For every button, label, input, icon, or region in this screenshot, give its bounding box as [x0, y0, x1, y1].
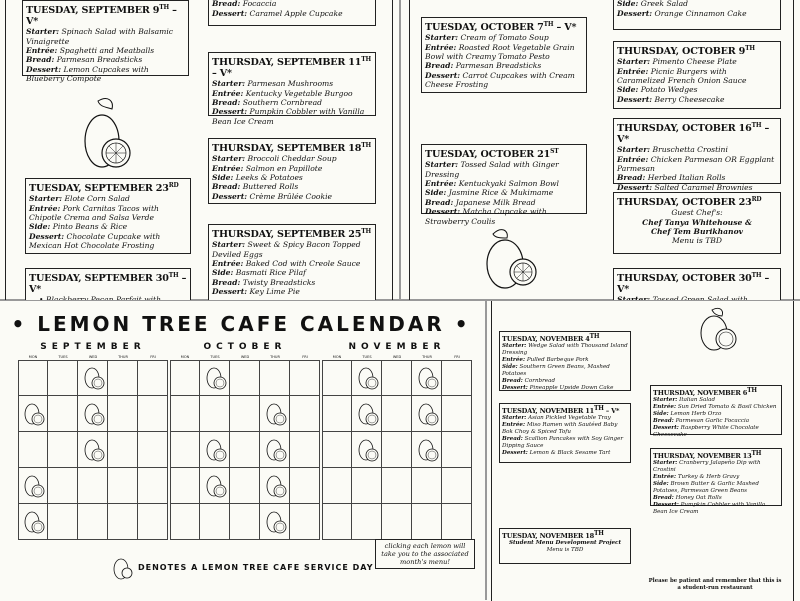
- calendar-day-cell: [382, 432, 412, 468]
- calendar-day-cell: [200, 396, 230, 432]
- calendar-day-cell: [138, 468, 168, 504]
- calendar-day-cell: [48, 468, 78, 504]
- calendar-day-cell: [230, 468, 260, 504]
- lemon-link-icon[interactable]: [416, 401, 440, 429]
- lemon-link-icon[interactable]: [204, 473, 228, 501]
- panel-border-right: [392, 0, 393, 300]
- panel-border-left: [5, 0, 6, 300]
- calendar-day-cell: [170, 360, 200, 396]
- legend-lemon-icon: [112, 556, 134, 582]
- bread-row: Bread: Parmesan Breadsticks: [26, 55, 143, 65]
- lemon-link-icon[interactable]: [264, 473, 288, 501]
- calendar-day-cell: [230, 396, 260, 432]
- calendar-day-cell: [230, 504, 260, 540]
- calendar-day-cell: [322, 504, 352, 540]
- calendar-day-cell: [78, 468, 108, 504]
- menu-card-thu-oct-23: THURSDAY, OCTOBER 23RD Guest Chef's: Chef Tanya Whitehouse & Chef Tem Burikhanov Menu is TBD: [613, 192, 781, 254]
- lemon-link-icon[interactable]: [416, 365, 440, 393]
- calendar-day-cell: [412, 504, 442, 540]
- menu-card-tue-sep-9: TUESDAY, SEPTEMBER 9TH – V* Starter: Spinach Salad with Balsamic Vinaigrette Entrée: Spaghetti and Meatballs Bread: Parmesan Breadsticks Dessert: Lemon Cupcakes with Blueberry Compote: [22, 0, 189, 76]
- lemon-link-icon[interactable]: [204, 365, 228, 393]
- menu-card-thu-sep-18: THURSDAY, SEPTEMBER 18TH Starter: Broccoli Cheddar Soup Entrée: Salmon en Papillote Side: Leeks & Potatoes Bread: Buttered Rolls Dessert: Crème Brûlée Cookie: [208, 138, 376, 204]
- calendar-day-cell: [200, 504, 230, 540]
- menu-card-thu-sep-25: THURSDAY, SEPTEMBER 25TH Starter: Sweet & Spicy Bacon Topped Deviled Eggs Entrée: Baked Cod with Creole Sauce Side: Basmati Rice Pilaf Bread: Twisty Breadsticks Dessert: Key Lime Pie: [208, 224, 376, 302]
- panel-border-left: [409, 0, 410, 300]
- calendar-day-cell: [48, 396, 78, 432]
- menu-card-thu-sep-4-partial: Bread: Focaccia Dessert: Caramel Apple Cupcake: [208, 0, 376, 26]
- lemon-link-icon[interactable]: [356, 365, 380, 393]
- day-of-week-label: TUES: [362, 355, 372, 359]
- calendar-day-cell: [78, 504, 108, 540]
- september-menu-panel: [0, 0, 400, 300]
- card-title: TUESDAY, SEPTEMBER 9: [26, 5, 160, 17]
- legend-text: DENOTES A LEMON TREE CAFE SERVICE DAY: [138, 563, 374, 572]
- menu-card-thu-nov-13: THURSDAY, NOVEMBER 13TH Starter: Cranberry Jalapeño Dip with Crostini Entrée: Turkey & Herb Gravy Side: Brown Butter & Garlic Mashed Potatoes, Parmesan Green Beans Bread: Honey Oat Rolls Dessert: Pumpkin Cobbler with Vanilla Bean Ice Cream: [650, 448, 782, 506]
- menu-card-tue-oct-7: TUESDAY, OCTOBER 7TH – V* Starter: Cream of Tomato Soup Entrée: Roasted Root Vegetable Grain Bowl with Creamy Tomato Pesto Bread: Parmesan Breadsticks Dessert: Carrot Cupcakes with Cream Cheese Frosting: [421, 17, 587, 93]
- starter-row: Starter: Spinach Salad with Balsamic Vinaigrette: [26, 27, 174, 46]
- calendar-day-cell: [18, 432, 48, 468]
- calendar-day-cell: [382, 360, 412, 396]
- calendar-day-cell: [138, 360, 168, 396]
- lemon-link-icon[interactable]: [82, 437, 106, 465]
- menu-card-tue-sep-23: TUESDAY, SEPTEMBER 23RD Starter: Elote Corn Salad Entrée: Pork Carnitas Tacos with Chipotle Crema and Salsa Verde Side: Pinto Beans & Rice Dessert: Chocolate Cupcake with Mexican Hot Chocolate Frosting: [25, 178, 191, 254]
- menu-card-tue-nov-11: TUESDAY, NOVEMBER 11TH – V* Starter: Asian Pickled Vegetable Tray Entrée: Miso Ramen with Sautéed Baby Bok Choy & Spiced Tofu Bread: Scallion Pancakes with Soy Ginger Dipping Sauce Dessert: Lemon & Black Sesame Tart: [499, 403, 631, 463]
- lemon-link-icon[interactable]: [264, 437, 288, 465]
- calendar-day-cell: [108, 468, 138, 504]
- day-of-week-label: MON: [28, 355, 38, 359]
- lemon-link-icon[interactable]: [22, 509, 46, 537]
- day-of-week-label: FRI: [150, 355, 156, 359]
- calendar-day-cell: [442, 432, 472, 468]
- day-of-week-label: FRI: [302, 355, 308, 359]
- calendar-day-cell: [322, 432, 352, 468]
- calendar-day-cell: [138, 396, 168, 432]
- day-of-week-label: THUR: [422, 355, 432, 359]
- calendar-day-cell: [352, 468, 382, 504]
- day-of-week-label: WED: [392, 355, 402, 359]
- day-of-week-label: WED: [240, 355, 250, 359]
- calendar-day-cell: [290, 432, 320, 468]
- panel-border-right: [793, 301, 794, 601]
- menu-card-thu-sep-11: THURSDAY, SEPTEMBER 11TH – V* Starter: Parmesan Mushrooms Entrée: Kentucky Vegetable Burgoo Bread: Southern Cornbread Dessert: Pumpkin Cobbler with Vanilla Bean Ice Cream: [208, 52, 376, 116]
- day-of-week-label: MON: [180, 355, 190, 359]
- month-name-0: SEPTEMBER: [40, 342, 146, 352]
- menu-card-tue-oct-21: TUESDAY, OCTOBER 21ST Starter: Tossed Salad with Ginger Dressing Entrée: Kentuckyaki Salmon Bowl Side: Jasmine Rice & Mukimame Bread: Japanese Milk Bread Dessert: Matcha Cupcake with Strawberry Coulis: [421, 144, 587, 214]
- calendar-day-cell: [170, 504, 200, 540]
- calendar-note: clicking each lemon will take you to the associated month's menu!: [375, 539, 475, 569]
- october-menu-panel: [400, 0, 800, 300]
- calendar-day-cell: [322, 360, 352, 396]
- footer-note: Please be patient and remember that this is a student-run restaurant: [648, 578, 782, 591]
- calendar-day-cell: [48, 504, 78, 540]
- calendar-day-cell: [108, 432, 138, 468]
- calendar-day-cell: [18, 360, 48, 396]
- calendar-day-cell: [442, 396, 472, 432]
- calendar-day-cell: [48, 360, 78, 396]
- calendar-day-cell: [138, 504, 168, 540]
- lemon-link-icon[interactable]: [204, 437, 228, 465]
- day-of-week-label: TUES: [210, 355, 220, 359]
- calendar-day-cell: [170, 432, 200, 468]
- menu-card-thu-oct-16: THURSDAY, OCTOBER 16TH – V* Starter: Bruschetta Crostini Entrée: Chicken Parmesan OR Eggplant Parmesan Bread: Herbed Italian Rolls Dessert: Salted Caramel Brownies: [613, 118, 781, 184]
- calendar-day-cell: [290, 360, 320, 396]
- calendar-day-cell: [108, 396, 138, 432]
- lemon-link-icon[interactable]: [416, 437, 440, 465]
- calendar-day-cell: [170, 396, 200, 432]
- month-name-2: NOVEMBER: [348, 342, 446, 352]
- calendar-day-cell: [138, 432, 168, 468]
- menu-card-thu-oct-9: THURSDAY, OCTOBER 9TH Starter: Pimento Cheese Plate Entrée: Picnic Burgers with Caramelized French Onion Sauce Side: Potato Wedges Dessert: Berry Cheesecake: [613, 41, 781, 109]
- calendar-day-cell: [382, 468, 412, 504]
- calendar-day-cell: [230, 432, 260, 468]
- menu-card-thu-oct-2-partial: Side: Greek Salad Dessert: Orange Cinnamon Cake: [613, 0, 781, 30]
- calendar-day-cell: [442, 504, 472, 540]
- panel-border-left: [491, 301, 492, 601]
- lemon-link-icon[interactable]: [356, 437, 380, 465]
- calendar-day-cell: [108, 360, 138, 396]
- calendar-day-cell: [290, 468, 320, 504]
- calendar-day-cell: [108, 504, 138, 540]
- day-of-week-label: WED: [88, 355, 98, 359]
- lemon-link-icon[interactable]: [82, 365, 106, 393]
- calendar-day-cell: [442, 468, 472, 504]
- lemon-link-icon[interactable]: [264, 401, 288, 429]
- lemon-illustration-icon: [78, 95, 134, 177]
- menu-card-tue-nov-4: TUESDAY, NOVEMBER 4TH Starter: Wedge Salad with Thousand Island Dressing Entrée: Pulled Barbeque Pork Side: Southern Green Beans, Mashed Potatoes Bread: Cornbread Dessert: Pineapple Upside Down Cake: [499, 331, 631, 391]
- dessert-row: Dessert: Lemon Cupcakes with Blueberry Compote: [26, 64, 149, 84]
- calendar-day-cell: [442, 360, 472, 396]
- day-of-week-label: THUR: [118, 355, 128, 359]
- lemon-illustration-icon: [694, 306, 742, 354]
- calendar-day-cell: [382, 504, 412, 540]
- menu-card-thu-nov-6: THURSDAY, NOVEMBER 6TH Starter: Italian Salad Entrée: Sun Dried Tomato & Basil Chicken Side: Lemon Herb Orzo Bread: Parmesan Garlic Focaccia Dessert: Raspberry White Chocolate Cheesecake: [650, 385, 782, 435]
- menu-card-tue-sep-30: TUESDAY, SEPTEMBER 30TH – V*: [25, 268, 191, 308]
- calendar-day-cell: [412, 468, 442, 504]
- calendar-day-cell: [48, 432, 78, 468]
- day-of-week-label: THUR: [270, 355, 280, 359]
- calendar-day-cell: [260, 360, 290, 396]
- entree-row: Entrée: Spaghetti and Meatballs: [26, 46, 155, 55]
- lemon-link-icon[interactable]: [22, 401, 46, 429]
- panel-border-right: [793, 0, 794, 300]
- lemon-link-icon[interactable]: [356, 401, 380, 429]
- calendar-day-cell: [382, 396, 412, 432]
- lemon-link-icon[interactable]: [82, 401, 106, 429]
- calendar-day-cell: [230, 360, 260, 396]
- calendar-day-cell: [170, 468, 200, 504]
- calendar-day-cell: [352, 504, 382, 540]
- calendar-day-cell: [322, 396, 352, 432]
- day-of-week-label: MON: [332, 355, 342, 359]
- menu-card-tue-nov-18: TUESDAY, NOVEMBER 18TH Student Menu Development Project Menu is TBD: [499, 528, 631, 564]
- month-name-1: OCTOBER: [203, 342, 287, 352]
- lemon-link-icon[interactable]: [264, 509, 288, 537]
- calendar-day-cell: [290, 504, 320, 540]
- calendar-title: • LEMON TREE CAFE CALENDAR •: [11, 312, 471, 336]
- lemon-link-icon[interactable]: [22, 473, 46, 501]
- day-of-week-label: FRI: [454, 355, 460, 359]
- calendar-day-cell: [322, 468, 352, 504]
- day-of-week-label: TUES: [58, 355, 68, 359]
- lemon-illustration-icon: [483, 224, 539, 296]
- menu-card-thu-oct-30: THURSDAY, OCTOBER 30TH – V*: [613, 268, 781, 308]
- calendar-day-cell: [290, 396, 320, 432]
